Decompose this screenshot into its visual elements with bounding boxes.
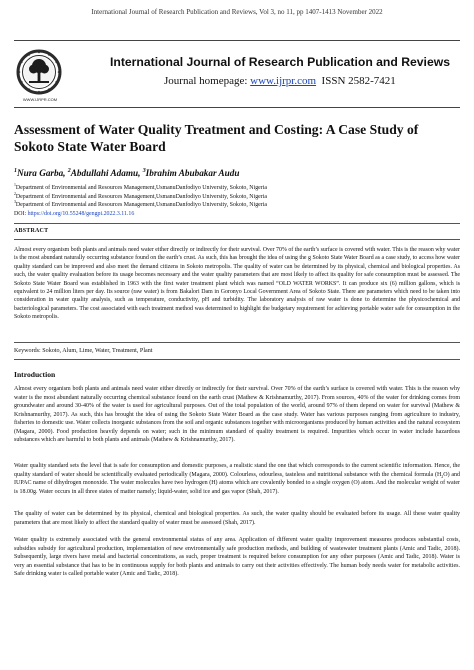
journal-homepage-line [164, 75, 396, 87]
affiliation-line: $^3$Department of Environmental and Resources Management,UsmanuDanfodiyo University, Sokoto, Nigeria [14, 200, 267, 209]
affiliation-line: $^1$Department of Environmental and Resources Management,UsmanuDanfodiyo University, Sokoto, Nigeria [14, 183, 267, 191]
intro-paragraph: Water quality is extremely associated with the general environmental status of any area. Application of different water quality improvement measures produces substantial costs, subsidies subsidy for agricultural production, implementation of new environmentally safe production methods, and building of wastewater treatment plants (Amic and Tadic, 2018). Subsequently, large rivers have metal and bacterial concentrations, as such, proper treatment is required before consumption for any other purposes (Amic and Tadic, 2018). Water is very an essential substance that has to be in continuous supply for both plants and animals to carry out their activities effectively. The human body needs water for metabolic activities. Safe drinking water is called portable water (Amic and Tadic, 2018). [14, 537, 460, 577]
divider [14, 223, 460, 224]
author-name: Ibrahim Abubakar Audu [145, 168, 240, 178]
journal-logo [16, 49, 62, 99]
doi-label: DOI: [14, 210, 28, 217]
affiliation-line: $^2$Department of Environmental and Resources Management,UsmanuDanfodiyo University, Sokoto, Nigeria [14, 191, 267, 200]
journal-masthead [14, 40, 460, 108]
intro-paragraph: The quality of water can be determined by its physical, chemical and biological properties. As such, the water quality should be evaluated before its usage. All these water quality parameters that are most likely to affect the standard quality of water must be assessed (Shah, 2017). [14, 511, 460, 526]
divider [14, 342, 460, 343]
author-sup: 2 [67, 167, 71, 174]
author-sup: 1 [14, 167, 17, 174]
abstract-body: Almost every organism both plants and animals need water either directly or indirectly for their survival. Over 70% of the earth’s surface is covered with water. This is the reason why water is the most abundant naturally occurring substance found on the earth’s crust. As such, this has brought the idea of using the g Sokoto State Water Board as a case study, to access how water quality standard can be improved and also meet the demand citizens in Sokoto metropolis. The quality of water can be determined by its physical, chemical and biological properties. As such, the water quality evaluation before its usage becomes necessary and the water quality parameters that are most likely to affect its quality for safe consumption must be assessed. The Sokoto State Water Board was established in 1963 with the first water treatment plant which was named “OLD WATER WORKS”. It can produce six (6) million gallons, which is equivalent to 24 million liters per day. Its source (raw water) is from Bakalori Dam in Goronyo Local Government Area of Sokoto State. There are parameters which need to be taken into consideration in water quality analysis, such as temperature, conductivity, pH and turbidity. The laboratory analysis of raw water is done to determine the physicochemical and bacteriological parameters. The cost associated with each treatment method was determined to highlight the budgetary requirement for achieving portable water safe for consumption in the Sokoto metropolis. [14, 247, 460, 321]
intro-paragraph: Almost every organism both plants and animals need water either directly or indirectly for their survival. Over 70% of the earth’s surface is covered with water. This is the reason why water is the most abundant naturally occurring chemical substance found on the earth crust (Mathew & Krishnamurthy, 2017). From sources, 40% of the water for drinking comes from groundwater and around 30-40% of the water is used for agricultural purposes. Out of the total population of the world, around 97% of them depend on water for survival (Mathew & Krishnamurthy, 2017). As such, this has brought the idea of using the Sokoto State Water Board as the case study. Water has various purposes ranging from agriculture to industry, fisheries to domestic use. Water collects inorganic substances from the soil and organic substances together with microorganisms produced by human activities and the natural ecosystem (Magara, 2000). Food production heavily depends on water; such in the minimum standard of quality treatment is required. Impurities which occur in water include hazardous substances which are harmful to both plants and animals (Mathew & Krishnamurthy, 2017). [14, 386, 460, 443]
divider [14, 239, 460, 240]
author-list [14, 168, 239, 178]
keywords: Keywords: Sokoto, Alum, Lime, Water, Treatment, Plant [14, 348, 153, 354]
introduction-heading: Introduction [14, 370, 56, 379]
abstract-heading: ABSTRACT [14, 228, 49, 234]
logo-emblem-icon [16, 49, 62, 99]
author-sup: 3 [142, 167, 146, 174]
affiliations [14, 184, 460, 218]
doi-link[interactable]: https://doi.org/10.55248/gengpi.2022.3.11.16 [27, 210, 135, 217]
intro-paragraph: Water quality standard sets the level that is safe for consumption and domestic purposes, a realistic stand the one that which corresponds to the current scientific information. Hence, the quality standard of water should be scientifically evaluated periodically (Magara, 2000). Colourless, odourless, tasteless and nutritional substance with the chemical formula $(H_2O)$ and IUPAC name of dihydrogen monoxide. The water molecules have two hydrogen (H) atoms which are covalently bonded to a single oxygen (O) atom. And the molecular weight of water is 18.00g. Water occurs in all three states of matter namely; liquid-water, solid ice and gas vapor (Shah, 2017). [14, 463, 460, 495]
author-name: Nura Garba, [16, 168, 68, 178]
divider [14, 359, 460, 360]
logo-caption: WWW.IJRPR.COM [22, 97, 58, 102]
article-title: Assessment of Water Quality Treatment and Costing: A Case Study of Sokoto State Water Board [14, 122, 419, 154]
issn: ISSN 2582-7421 [321, 75, 396, 87]
homepage-link[interactable]: www.ijrpr.com [250, 75, 317, 87]
author-name: Abdullahi Adamu, [70, 168, 143, 178]
running-head: International Journal of Research Publication and Reviews, Vol 3, no 11, pp 1407-1413 November 2022 [91, 8, 383, 16]
homepage-label: Journal homepage: [164, 75, 251, 87]
doi-line [14, 210, 460, 219]
journal-title: International Journal of Research Publication and Reviews [110, 55, 450, 69]
